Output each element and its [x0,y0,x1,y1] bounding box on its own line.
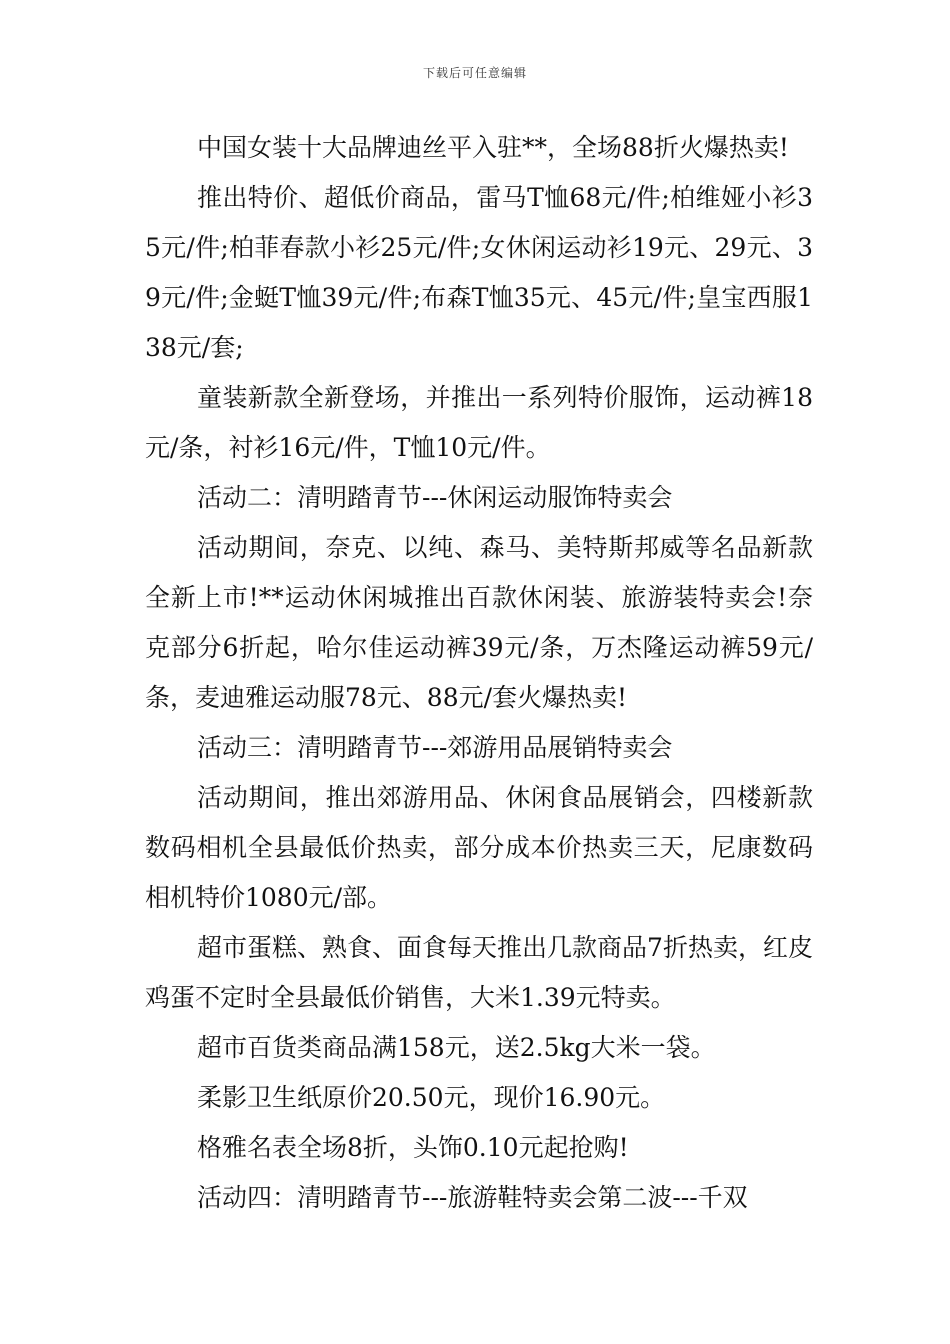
paragraph-activity-two-detail: 活动期间，奈克、以纯、森马、美特斯邦威等名品新款全新上市!**运动休闲城推出百款休闲装、旅游装特卖会!奈克部分6折起，哈尔佳运动裤39元/条，万杰隆运动裤59元/条，麦迪雅运动服78元、88元/套火爆热卖! [145,533,813,712]
paragraph-supermarket-gift: 超市百货类商品满158元，送2.5kg大米一袋。 [197,1033,716,1062]
paragraph-activity-four-title: 活动四：清明踏青节---旅游鞋特卖会第二波---千双 [197,1183,748,1212]
paragraph-watch-discount: 格雅名表全场8折，头饰0.10元起抢购! [197,1133,629,1162]
paragraph-kids-wear: 童装新款全新登场，并推出一系列特价服饰，运动裤18元/条，衬衫16元/件，T恤10元/件。 [145,383,813,462]
document-body [145,123,813,1223]
paragraph-brand-entry: 中国女装十大品牌迪丝平入驻**，全场88折火爆热卖! [197,133,789,162]
paragraph-activity-three-detail: 活动期间，推出郊游用品、休闲食品展销会，四楼新款数码相机全县最低价热卖，部分成本价热卖三天，尼康数码相机特价1080元/部。 [145,783,813,912]
paragraph-activity-three-title: 活动三：清明踏青节---郊游用品展销特卖会 [197,733,673,762]
paragraph-activity-two-title: 活动二：清明踏青节---休闲运动服饰特卖会 [197,483,673,512]
page-header: 下载后可任意编辑 [422,66,527,80]
paragraph-supermarket-food: 超市蛋糕、熟食、面食每天推出几款商品7折热卖，红皮鸡蛋不定时全县最低价销售，大米1.39元特卖。 [145,933,813,1012]
paragraph-special-prices: 推出特价、超低价商品，雷马T恤68元/件;柏维娅小衫35元/件;柏菲春款小衫25元/件;女休闲运动衫19元、29元、39元/件;金蜓T恤39元/件;布森T恤35元、45元/件;皇宝西服138元/套; [145,183,813,362]
paragraph-tissue-price: 柔影卫生纸原价20.50元，现价16.90元。 [197,1083,666,1112]
